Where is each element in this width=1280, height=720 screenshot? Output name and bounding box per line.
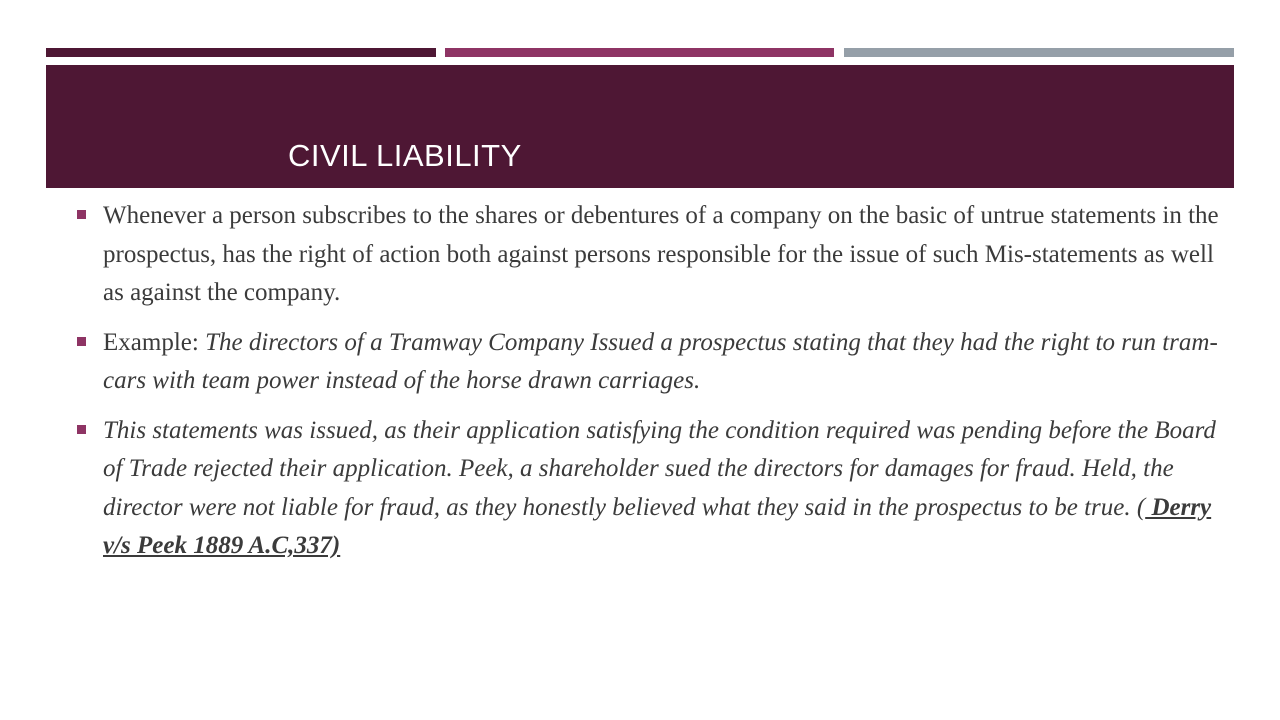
accent-stripe-magenta [445, 48, 834, 57]
case-citation: Derry v/s Peek 1889 A.C,337) [103, 493, 1212, 559]
accent-stripe-gray [844, 48, 1234, 57]
bullet-item [76, 197, 1226, 313]
slide-content [76, 197, 1226, 577]
bullet-item [76, 412, 1226, 566]
square-bullet-icon [77, 337, 86, 346]
bullet-item [76, 324, 1226, 401]
square-bullet-icon [77, 425, 86, 434]
accent-stripe-dark [46, 48, 436, 57]
bullet-text: This statements was issued, as their application satisfying the condition required was pending before the Board of Trade rejected their application. Peek, a shareholder sued the directors for damages for fraud. Held, the director were not liable for fraud, as they honestly believed what they said in the prospectus to be true. ( [103, 416, 1216, 521]
slide-title: CIVIL LIABILITY [288, 138, 522, 173]
square-bullet-icon [77, 210, 86, 219]
title-band [46, 65, 1234, 188]
bullet-label: Example: [103, 328, 206, 356]
bullet-text: The directors of a Tramway Company Issued a prospectus stating that they had the right to run tram-cars with team power instead of the horse drawn carriages. [103, 328, 1218, 394]
bullet-text: Whenever a person subscribes to the shares or debentures of a company on the basic of untrue statements in the prospectus, has the right of action both against persons responsible for the issue of such Mis-statements as well as against the company. [103, 202, 1219, 306]
